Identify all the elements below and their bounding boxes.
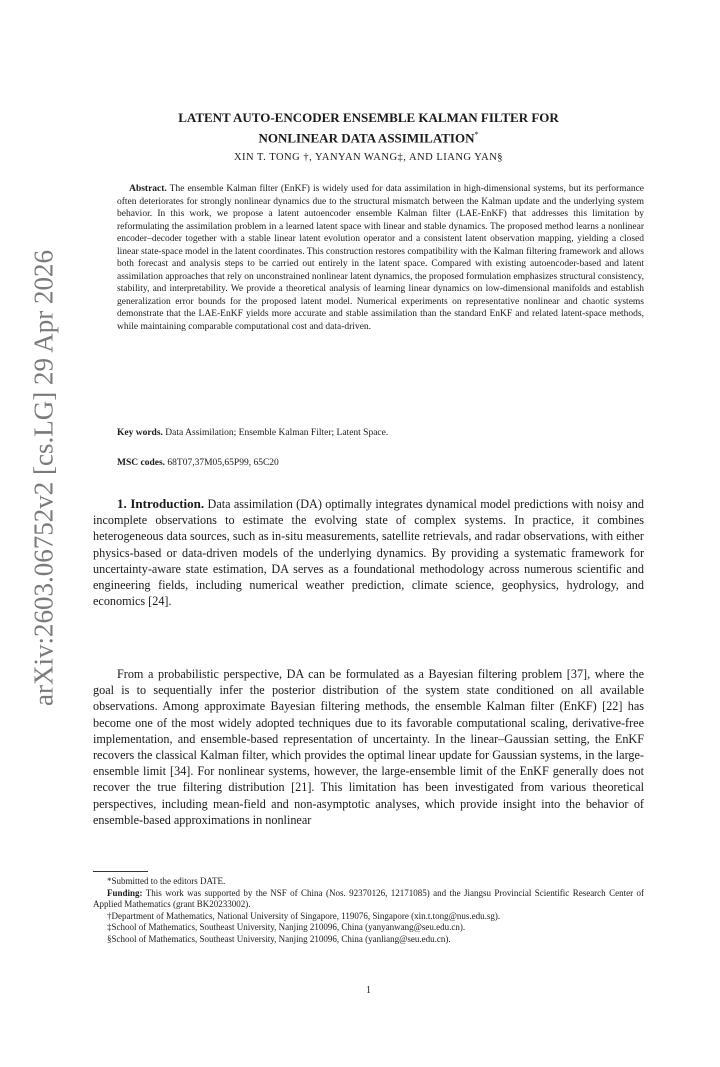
abstract-text: The ensemble Kalman filter (EnKF) is widely used for data assimilation in high-dimensional systems, but its performance often deteriorates for strongly nonlinear dynamics due to the structural mismatch between the Kalman update and the underlying system behavior. In this work, we propose a latent autoencoder ensemble Kalman filter (LAE-EnKF) that addresses this limitation by reformulating the assimilation problem in a learned latent space with linear and stable dynamics. The proposed method learns a nonlinear encoder–decoder together with a stable linear latent evolution operator and a consistent latent observation mapping, yielding a closed linear state-space model in the latent coordinates. This construction restores compatibility with the Kalman filtering framework and allows both forecast and analysis steps to be carried out entirely in the latent space. Compared with existing autoencoder-based and latent assimilation approaches that rely on unconstrained nonlinear latent dynamics, the proposed formulation emphasizes structural consistency, stability, and interpretability. We provide a theoretical analysis of learning linear dynamics on low-dimensional manifolds and establish generalization error bounds for the proposed latent model. Numerical experiments on representative nonlinear and chaotic systems demonstrate that the LAE-EnKF yields more accurate and stable assimilation than the standard EnKF and related latent-space methods, while maintaining comparable computational cost and data-driven.	[117, 184, 645, 332]
footnote-rule	[93, 871, 148, 872]
msc-text: 68T07,37M05,65P99, 65C20	[167, 458, 279, 468]
title-footnote-mark: *	[474, 130, 479, 139]
intro-paragraph-2	[93, 666, 644, 828]
intro-text-1: Data assimilation (DA) optimally integrates dynamical model predictions with noisy and incomplete observations to estimate the evolving state of complex systems. In practice, it combines heterogeneous data sources, such as in-situ measurements, satellite retrievals, and radar observations, with either physics-based or data-driven models of the underlying dynamics. By providing a systematic framework for uncertainty-aware state estimation, DA serves as a foundational methodology across numerous scientific and engineering fields, including numerical weather prediction, climate science, geophysics, hydrology, and economics [24].	[93, 497, 644, 609]
footnote-submitted: *Submitted to the editors DATE.	[107, 876, 226, 886]
keywords-text: Data Assimilation; Ensemble Kalman Filter; Latent Space.	[165, 428, 389, 438]
footnotes	[93, 876, 644, 946]
keywords	[117, 428, 644, 438]
abstract	[117, 183, 644, 333]
abstract-label: Abstract.	[129, 184, 167, 194]
section-heading: 1. Introduction.	[117, 496, 205, 511]
author-list: XIN T. TONG †, YANYAN WANG‡, AND LIANG YAN§	[233, 152, 504, 163]
footnote-funding	[93, 888, 644, 911]
intro-paragraph-1	[93, 496, 644, 609]
title-line-2: NONLINEAR DATA ASSIMILATION*	[258, 130, 479, 146]
title-line-1: LATENT AUTO-ENCODER ENSEMBLE KALMAN FILTER FOR	[178, 110, 559, 125]
arxiv-sidebar-stamp	[24, 250, 64, 706]
intro-text-2: From a probabilistic perspective, DA can be formulated as a Bayesian filtering problem [37], where the goal is to sequentially infer the posterior distribution of the system state conditioned on all available observations. Among approximate Bayesian filtering methods, the ensemble Kalman filter (EnKF) [22] has become one of the most widely adopted techniques due to its favorable computational scaling, derivative-free implementation, and ensemble-based representation of uncertainty. In the linear–Gaussian setting, the EnKF recovers the classical Kalman filter, which provides the optimal linear update for Gaussian systems, in the large-ensemble limit [34]. For nonlinear systems, however, the large-ensemble limit of the EnKF generally does not recover the true filtering distribution [21]. This limitation has been investigated from various theoretical perspectives, including mean-field and non-asymptotic analyses, which provide insight into the behavior of ensemble-based approximations in nonlinear	[93, 667, 644, 827]
arxiv-identifier: arXiv:2603.06752v2 [cs.LG] 29 Apr 2026	[28, 250, 59, 706]
footnote-affiliation-2: ‡School of Mathematics, Southeast University, Nanjing 210096, China (yanyanwang@seu.edu.cn).	[107, 922, 466, 933]
msc-label: MSC codes.	[117, 458, 166, 468]
msc-codes	[117, 458, 644, 468]
funding-text: This work was supported by the NSF of China (Nos. 92370126, 12171085) and the Jiangsu Provincial Scientific Research Center of Applied Mathematics (grant BK20233002).	[93, 887, 644, 910]
keywords-label: Key words.	[117, 428, 163, 438]
footnote-affiliation-1: †Department of Mathematics, National University of Singapore, 119076, Singapore (xin.t.tong@nus.edu.sg).	[107, 910, 501, 921]
footnote-affiliation-3: §School of Mathematics, Southeast University, Nanjing 210096, China (yanliang@seu.edu.cn).	[107, 933, 451, 944]
page-number: 1	[366, 985, 371, 996]
paper-title	[93, 109, 644, 146]
funding-label: Funding:	[107, 887, 143, 898]
